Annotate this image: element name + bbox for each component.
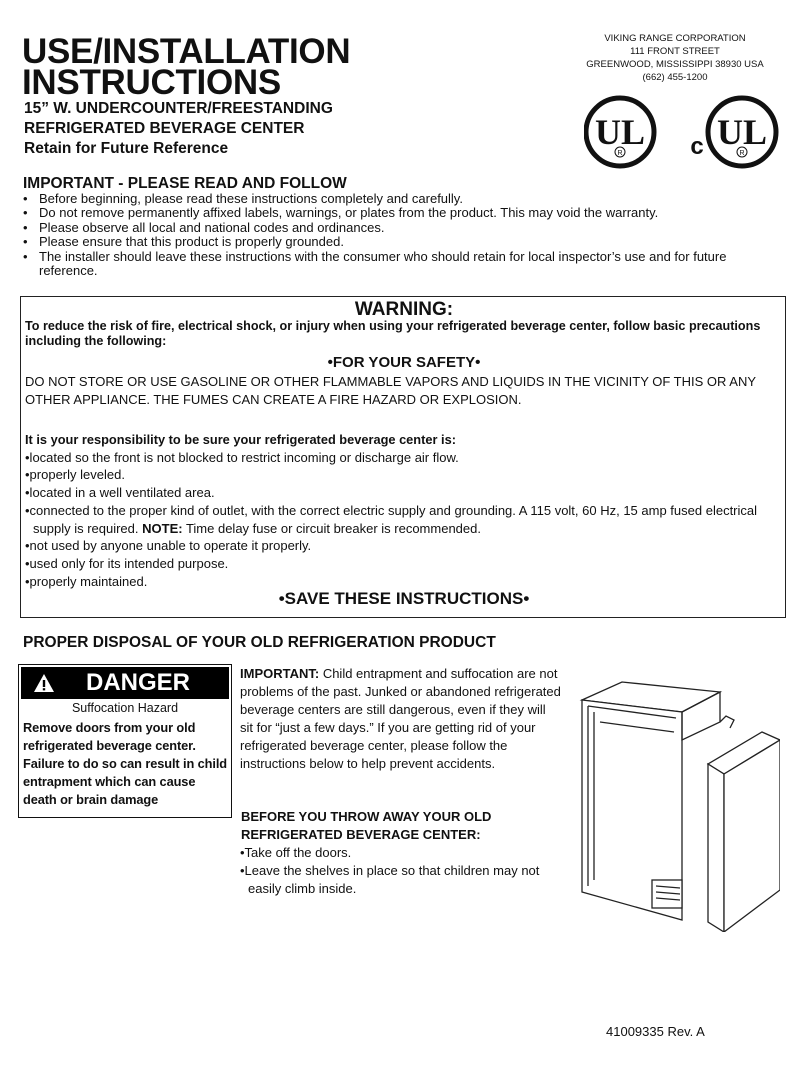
note-label: NOTE: — [142, 520, 183, 536]
list-item: •used only for its intended purpose. — [25, 555, 229, 571]
outlet-requirement: •connected to the proper kind of outlet, with the correct electric supply and grounding. A 115 volt, 60 Hz, 15 amp fused electrical supply is required. — [25, 502, 758, 536]
note-text: Time delay fuse or circuit breaker is recommended. — [182, 520, 481, 536]
document-number: 41009335 Rev. A — [606, 1024, 705, 1039]
responsibility-heading: It is your responsibility to be sure your refrigerated beverage center is: — [25, 432, 456, 447]
ul-listed-logo — [586, 98, 654, 166]
subtitle-line-3: Retain for Future Reference — [24, 140, 229, 157]
company-city: GREENWOOD, MISSISSIPPI 38930 USA — [586, 59, 764, 70]
warning-intro: To reduce the risk of fire, electrical shock, or injury when using your refrigerated beverage center, follow basic precautions including the following: — [25, 319, 761, 348]
subtitle-line-1: 15” W. UNDERCOUNTER/FREESTANDING — [24, 100, 333, 117]
list-item: •located so the front is not blocked to restrict incoming or discharge air flow. — [25, 449, 459, 465]
important-label: IMPORTANT: — [240, 666, 320, 681]
c-ul-logo — [690, 98, 776, 166]
important-list — [23, 192, 771, 278]
important-heading: IMPORTANT - PLEASE READ AND FOLLOW — [23, 175, 347, 192]
ul-certification-logos — [584, 94, 794, 170]
disposal-steps — [240, 844, 560, 898]
registered-mark-2: R — [739, 150, 745, 157]
danger-label-box — [18, 664, 232, 818]
danger-banner — [21, 667, 229, 699]
responsibility-section — [25, 431, 783, 590]
list-item: •properly leveled. — [25, 467, 125, 483]
beverage-center-illustration — [574, 680, 780, 932]
document-title — [22, 32, 492, 102]
save-instructions-heading: •SAVE THESE INSTRUCTIONS• — [278, 589, 530, 608]
list-item: • Before beginning, please read these instructions completely and carefully. — [23, 192, 771, 206]
list-item: • The installer should leave these instructions with the consumer who should retain for local inspector’s use and for future reference. — [23, 250, 771, 279]
list-item: •not used by anyone unable to operate it properly. — [25, 538, 312, 554]
entrapment-paragraph — [240, 665, 562, 773]
list-item: • Please observe all local and national codes and ordinances. — [23, 221, 771, 235]
before-throw-away-heading: BEFORE YOU THROW AWAY YOUR OLD REFRIGERATED BEVERAGE CENTER: — [241, 809, 492, 842]
flammable-warning: DO NOT STORE OR USE GASOLINE OR OTHER FLAMMABLE VAPORS AND LIQUIDS IN THE VICINITY OF THIS OR ANY OTHER APPLIANCE. THE FUMES CAN CREATE A FIRE HAZARD OR EXPLOSION. — [25, 374, 756, 407]
danger-label: DANGER — [85, 669, 190, 696]
subtitle-line-2: REFRIGERATED BEVERAGE CENTER — [24, 120, 305, 137]
company-address — [580, 32, 770, 84]
list-item — [25, 502, 783, 537]
warning-title: WARNING: — [354, 299, 454, 320]
list-item: •Take off the doors. — [240, 845, 352, 860]
title-line-1: USE/INSTALLATION — [22, 32, 351, 71]
company-street: 111 FRONT STREET — [630, 46, 720, 57]
company-phone: (662) 455-1200 — [642, 72, 708, 83]
c-ul-logo-text: UL — [716, 112, 768, 152]
title-line-2: INSTRUCTIONS — [22, 63, 281, 102]
warning-box — [20, 296, 786, 618]
safety-heading: •FOR YOUR SAFETY• — [327, 354, 481, 371]
document-subtitle — [24, 99, 333, 159]
list-item: • Do not remove permanently affixed labels, warnings, or plates from the product. This may void the warranty. — [23, 206, 771, 220]
list-item: •located in a well ventilated area. — [25, 485, 215, 501]
disposal-heading: PROPER DISPOSAL OF YOUR OLD REFRIGERATION PRODUCT — [23, 634, 496, 651]
ul-logo-text: UL — [594, 112, 646, 152]
list-item: •Leave the shelves in place so that children may not easily climb inside. — [240, 863, 540, 896]
list-item: •properly maintained. — [25, 573, 148, 589]
warning-triangle-icon — [33, 673, 55, 693]
important-text: Child entrapment and suffocation are not problems of the past. Junked or abandoned refrigerated beverage centers are still dangerous, even if they will sit for “just a few days.” If you are getting rid of your refrigerated beverage center, please follow the instructions below to help prevent accidents. — [240, 666, 561, 771]
danger-subtitle: Suffocation Hazard — [71, 701, 179, 715]
danger-text: Remove doors from your old refrigerated beverage center. Failure to do so can result in child entrapment which can cause death or brain damage — [23, 720, 228, 807]
c-prefix-text: c — [690, 133, 704, 160]
registered-mark: R — [617, 150, 623, 157]
list-item: • Please ensure that this product is properly grounded. — [23, 235, 771, 249]
company-name: VIKING RANGE CORPORATION — [604, 33, 746, 44]
